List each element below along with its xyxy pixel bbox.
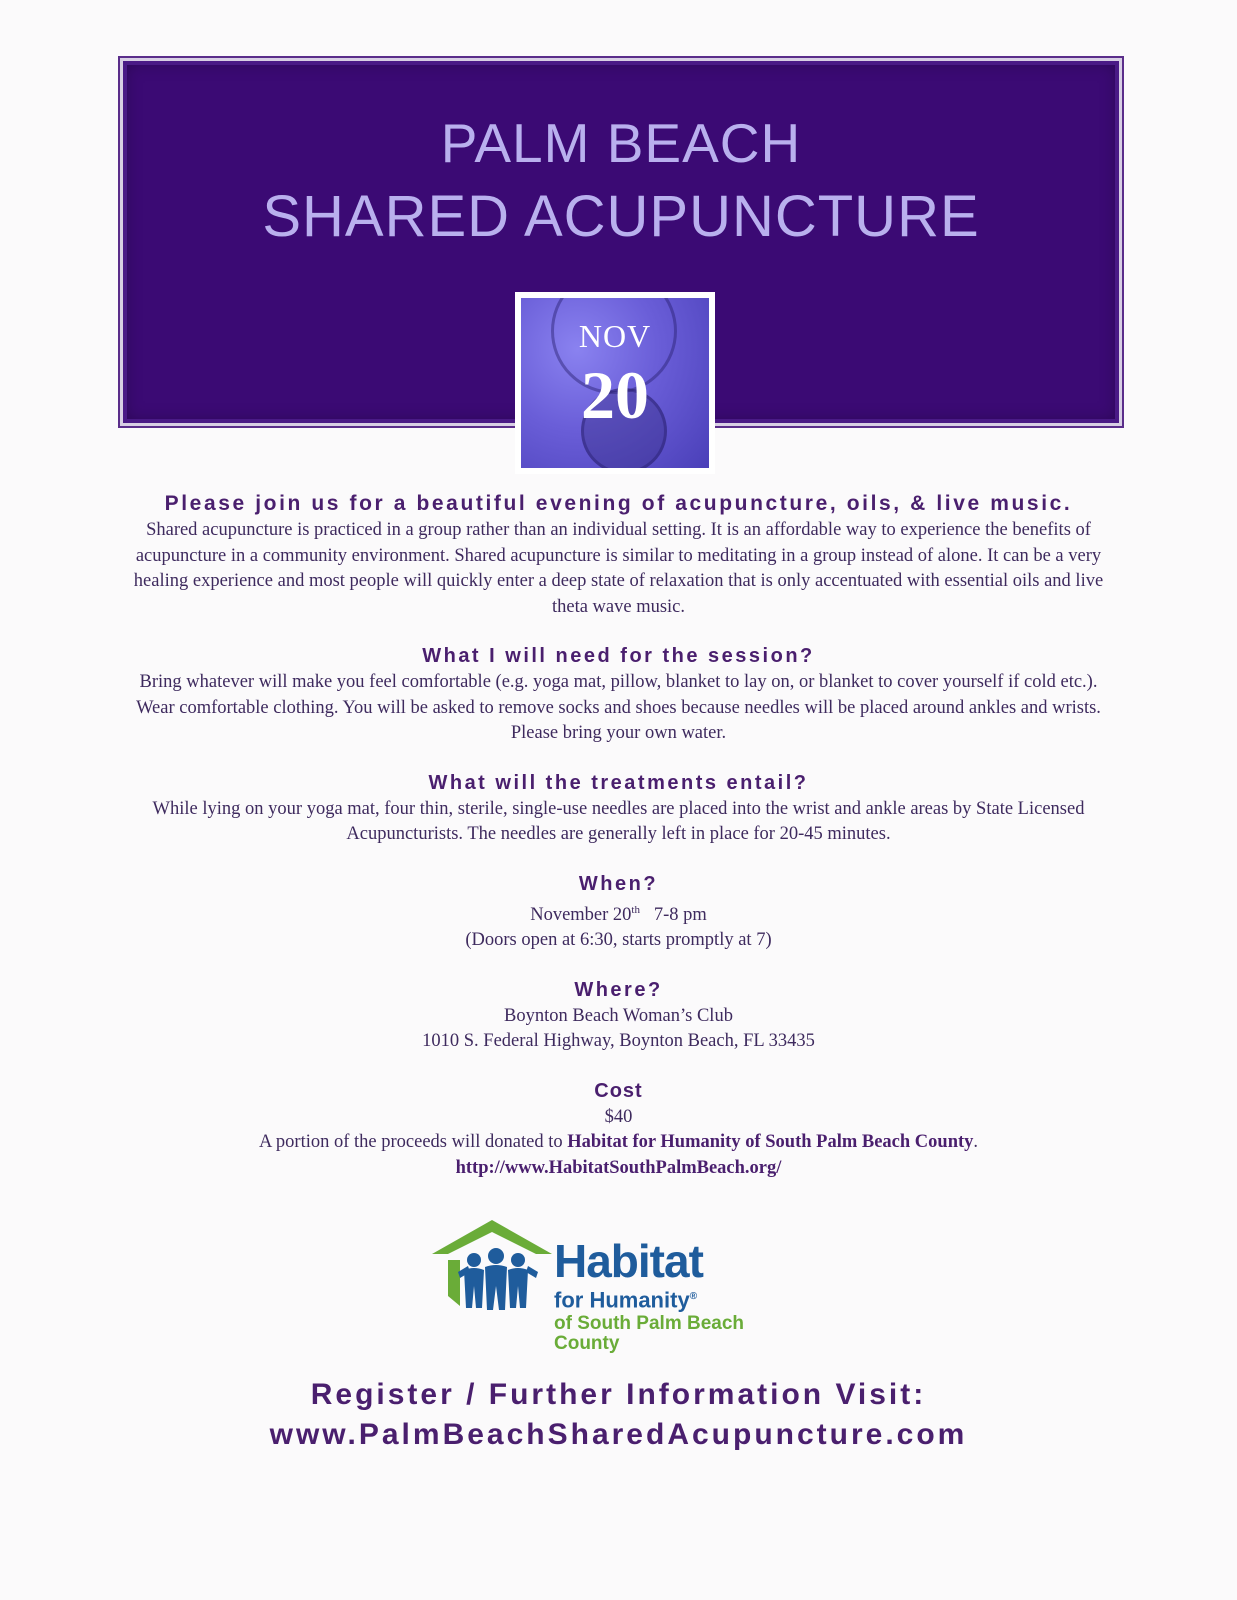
treatments-heading: What will the treatments entail? — [428, 771, 809, 794]
intro-heading: Please join us for a beautiful evening of acupuncture, oils, & live music. — [164, 492, 1073, 515]
website-link[interactable]: www.PalmBeachSharedAcupuncture.com — [269, 1418, 968, 1451]
date-badge — [515, 292, 715, 474]
register-info — [0, 1375, 1237, 1455]
logo-habitat-text: Habitat — [554, 1235, 703, 1287]
banner-title-line1: PALM BEACH — [440, 112, 802, 174]
date-badge-background — [521, 298, 709, 468]
treatments-body: While lying on your yoga mat, four thin, sterile, single-use needles are placed into the wrist and ankle areas by State Licensed Acupuncturists. The needles are generally left in place for 20-45 minutes. — [152, 798, 1085, 844]
habitat-url-link[interactable]: http://www.HabitatSouthPalmBeach.org/ — [455, 1157, 782, 1178]
date-day: 20 — [581, 357, 649, 433]
donation-prefix: A portion of the proceeds will donated to — [258, 1132, 568, 1153]
habitat-house-icon — [432, 1220, 552, 1320]
roof-shape — [432, 1220, 552, 1254]
where-heading: Where? — [574, 978, 663, 1001]
people-figures — [458, 1248, 538, 1310]
donation-suffix: . — [973, 1132, 979, 1153]
where-address: 1010 S. Federal Highway, Boynton Beach, FL 33435 — [422, 1031, 815, 1052]
register-line: Register / Further Information Visit: — [310, 1378, 927, 1411]
where-venue: Boynton Beach Woman’s Club — [504, 1005, 733, 1026]
when-heading: When? — [578, 872, 659, 895]
intro-body: Shared acupuncture is practiced in a group rather than an individual setting. It is an affordable way to experience the benefits of acupuncture in a community environment. Shared acupuncture is similar to meditating in a group instead of alone. It can be a very healing experience and most people will quickly enter a deep state of relaxation that is only accentuated with essential oils and live theta wave music. — [133, 520, 1104, 617]
habitat-logo — [432, 1220, 792, 1354]
registered-mark: ® — [689, 1291, 698, 1302]
need-heading: What I will need for the session? — [422, 645, 815, 667]
donation-org: Habitat for Humanity of South Palm Beach County — [567, 1132, 974, 1153]
cost-price: $40 — [604, 1106, 633, 1127]
banner-title-line2: SHARED ACUPUNCTURE — [262, 184, 980, 249]
when-date-text: November 20 — [530, 904, 632, 925]
flyer-content — [110, 490, 1127, 1181]
when-date-suffix: th — [631, 903, 640, 916]
when-date — [110, 898, 1127, 929]
when-time: 7-8 pm — [653, 904, 707, 925]
logo-for-humanity-text — [554, 1286, 697, 1311]
logo-for-humanity-label: for Humanity — [554, 1287, 690, 1313]
wall-left-shape — [448, 1260, 460, 1306]
cost-heading: Cost — [594, 1079, 643, 1102]
need-body: Bring whatever will make you feel comfortable (e.g. yoga mat, pillow, blanket to lay on, or blanket to cover yourself if cold etc.). Wear comfortable clothing. You will be asked to remove socks and shoes because needles will be placed around ankles and wrists. Please bring your own water. — [136, 672, 1101, 743]
date-month: NOV — [578, 318, 652, 354]
when-note: (Doors open at 6:30, starts promptly at 7) — [465, 930, 772, 951]
cost-donation — [110, 1130, 1127, 1156]
logo-county-text: of South Palm Beach County — [554, 1313, 745, 1354]
